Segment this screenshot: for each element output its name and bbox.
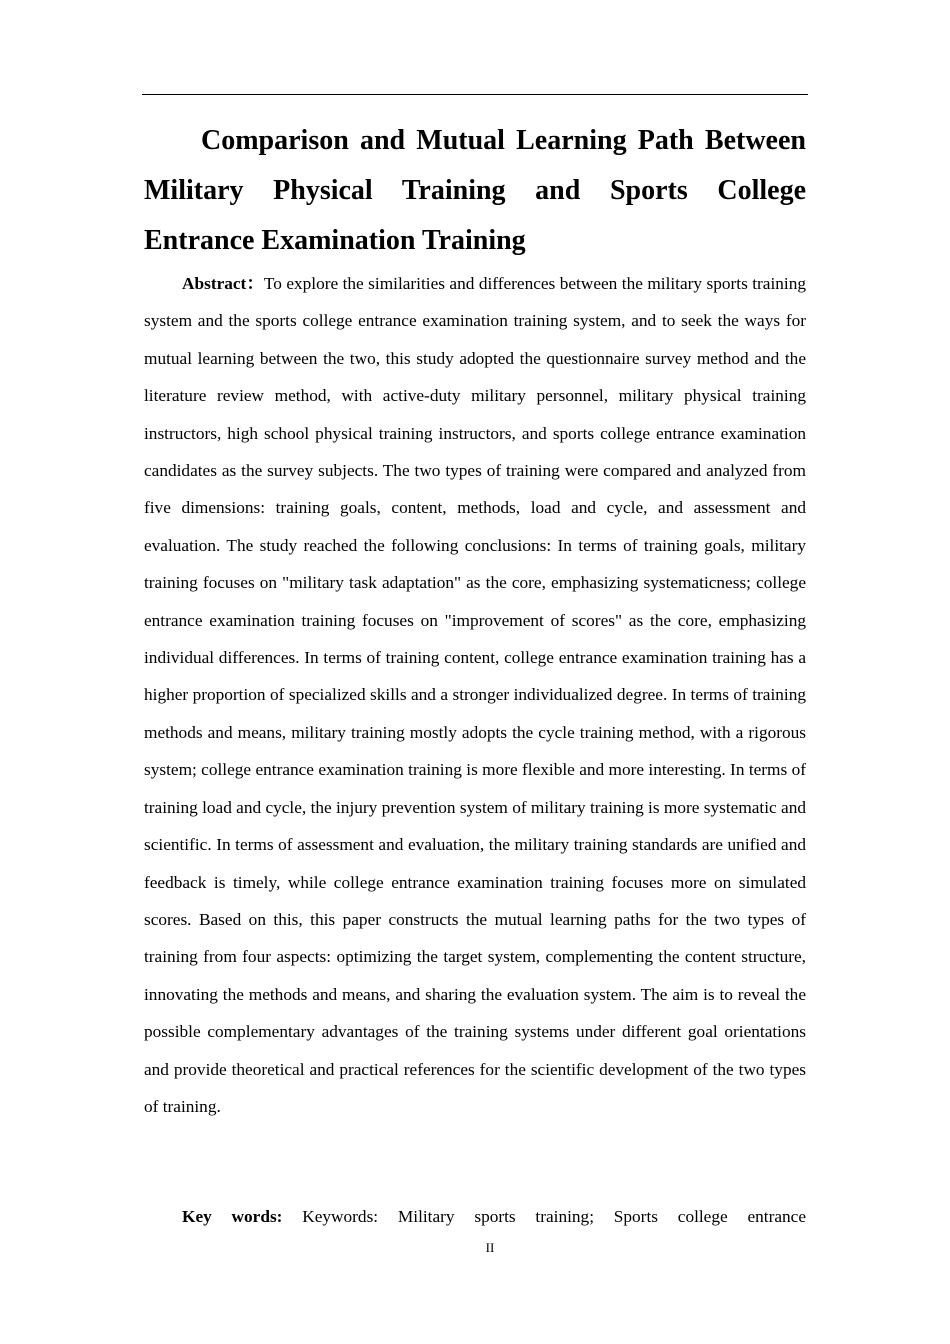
- abstract-label: Abstract：: [182, 274, 264, 293]
- abstract-text: To explore the similarities and differences between the military sports training system and the sports college entrance examination training system, and to seek the ways for mutual learning between the two, this study adopted the questionnaire survey method and the literature review method, with active-duty military personnel, military physical training instructors, high school physical training instructors, and sports college entrance examination candidates as the survey subjects. The two types of training were compared and analyzed from five dimensions: training goals, content, methods, load and cycle, and assessment and evaluation. The study reached the following conclusions: In terms of training goals, military training focuses on "military task adaptation" as the core, emphasizing systematicness; college entrance examination training focuses on "improvement of scores" as the core, emphasizing individual differences. In terms of training content, college entrance examination training has a higher proportion of specialized skills and a stronger individualized degree. In terms of training methods and means, military training mostly adopts the cycle training method, with a rigorous system; college entrance examination training is more flexible and more interesting. In terms of training load and cycle, the injury prevention system of military training is more systematic and scientific. In terms of assessment and evaluation, the military training standards are unified and feedback is timely, while college entrance examination training focuses more on simulated scores. Based on this, this paper constructs the mutual learning paths for the two types of training from four aspects: optimizing the target system, complementing the content structure, innovating the methods and means, and sharing the evaluation system. The aim is to reveal the possible complementary advantages of the training systems under different goal orientations and provide theoretical and practical references for the scientific development of the two types of training.: [144, 274, 807, 1116]
- keywords-paragraph: [144, 1198, 806, 1235]
- paper-title: Comparison and Mutual Learning Path Between Military Physical Training and Sports College Entrance Examination Training: [144, 125, 806, 256]
- abstract-paragraph: [144, 265, 806, 1125]
- page-number: II: [485, 1240, 495, 1255]
- keywords-text: Keywords: Military sports training; Sports college entrance: [302, 1207, 806, 1226]
- keywords-label: Key words:: [182, 1207, 283, 1226]
- header-rule: [142, 94, 808, 95]
